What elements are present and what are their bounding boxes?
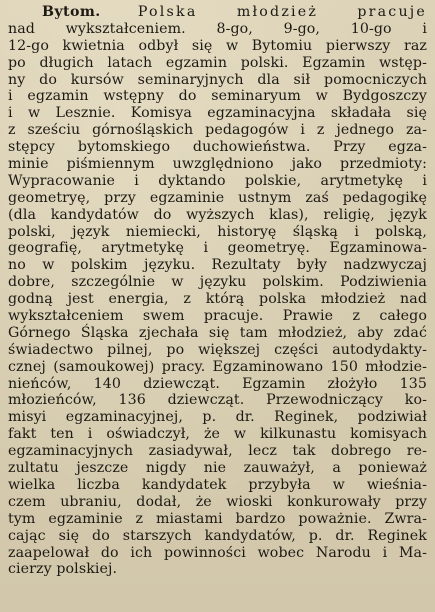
- article-line: [8, 443, 427, 460]
- article-line: [8, 190, 427, 207]
- article-line-text: tym egzaminie z miastami bardzo poważnie. Zwra-: [8, 510, 427, 527]
- article-line: [8, 291, 427, 308]
- article-line: [8, 207, 427, 224]
- article-line-text: z sześciu górnośląskich pedagogów i z jednego za-: [8, 122, 427, 139]
- article-line-text: geometryę, przy egzaminie ustnym zaś pedagogikę: [8, 189, 427, 206]
- article-line-text: egzaminacyjnych zasiadywał, lecz tak dobrego re-: [8, 443, 427, 460]
- article-line: [8, 55, 427, 72]
- article-line: [8, 224, 427, 241]
- article-line: [8, 528, 427, 545]
- article-line: [8, 376, 427, 393]
- article-line-text: świadectwo pilnej, po większej części autodydakty-: [8, 341, 427, 358]
- article-line-text: Górnego Śląska zjechała się tam młodzież, aby zdać: [8, 324, 427, 341]
- article-line: [8, 105, 427, 122]
- article-line: [8, 4, 427, 21]
- article-line: [8, 38, 427, 55]
- article-line: [8, 21, 427, 38]
- article-line-text: fakt ten i oświadczył, że w kilkunastu komisyach: [8, 426, 427, 443]
- article-line: [8, 409, 427, 426]
- article-line-text: dobre, szczególnie w języku polskim. Podziwienia: [8, 274, 427, 291]
- article-line: [8, 156, 427, 173]
- article-line: [8, 173, 427, 190]
- article-line-text: 12-go kwietnia odbył się w Bytomiu pierwszy raz: [8, 37, 427, 54]
- dateline: Bytom.: [42, 4, 101, 20]
- article-line-text: wielka liczba kandydatek przybyła w wieśnia-: [8, 476, 427, 493]
- article-line-text: Wypracowanie i dyktando polskie, arytmetykę i: [8, 172, 427, 189]
- article-line: [8, 325, 427, 342]
- article-line: [8, 139, 427, 156]
- article-line-text: zultatu jeszcze nigdy nie zauważył, a ponieważ: [8, 460, 427, 477]
- article-line-text: godną jest energia, z którą polska młodzież nad: [8, 291, 427, 308]
- article-line-text: (dla kandydatów do wyższych klas), religię, język: [8, 206, 427, 223]
- article-line: [8, 477, 427, 494]
- headline-text: Polska młodzież pracuje: [137, 4, 427, 20]
- article-line: [8, 494, 427, 511]
- article-line: [8, 342, 427, 359]
- article-line-text: nad wykształceniem. 8-go, 9-go, 10-go i: [8, 20, 427, 37]
- article-line: [8, 426, 427, 443]
- article-line-text: stępcy bytomskiego duchowieństwa. Przy egza-: [8, 139, 427, 156]
- article-line: [8, 460, 427, 477]
- news-article: [8, 4, 427, 578]
- article-line-text: zaapelował do ich powinności wobec Narodu i Ma-: [8, 544, 427, 561]
- article-line: [8, 88, 427, 105]
- article-line: [8, 561, 427, 578]
- article-line: [8, 257, 427, 274]
- article-line-text: polski, język niemiecki, historyę śląską i polską,: [8, 223, 427, 240]
- article-line: [8, 122, 427, 139]
- article-line: [8, 392, 427, 409]
- article-line: [8, 511, 427, 528]
- article-line-text: cierzy polskiej.: [8, 561, 118, 578]
- article-line-text: młozieńców, 136 dziewcząt. Przewodniczący ko-: [8, 392, 427, 409]
- article-line: [8, 240, 427, 257]
- article-line-text: nieńców, 140 dziewcząt. Egzamin złożyło 135: [8, 375, 427, 392]
- article-line-text: cając się do starszych kandydatów, p. dr. Reginek: [8, 527, 427, 544]
- article-line-text: po długich latach egzamin polski. Egzamin wstęp-: [8, 54, 427, 71]
- article-line-text: cznej (samoukowej) pracy. Egzaminowano 150 młodzie-: [8, 358, 427, 375]
- article-line: [8, 308, 427, 325]
- article-line-text: wykształceniem swem pracuje. Prawie z całego: [8, 308, 427, 325]
- article-line-text: misyi egzaminacyjnej, p. dr. Reginek, podziwiał: [8, 409, 427, 426]
- article-line: [8, 274, 427, 291]
- article-line-text: ny do kursów seminaryjnych dla sił pomocniczych: [8, 71, 427, 88]
- article-line: [8, 545, 427, 562]
- article-line: [8, 72, 427, 89]
- article-line-text: i egzamin wstępny do seminaryum w Bydgoszczy: [8, 88, 427, 105]
- article-line-text: geografię, arytmetykę i geometryę. Egzaminowa-: [8, 240, 427, 257]
- article-line: [8, 359, 427, 376]
- article-line-text: i w Lesznie. Komisya egzaminacyjna składała się: [8, 105, 427, 122]
- article-line-text: no w polskim języku. Rezultaty były nadzwyczaj: [8, 257, 427, 274]
- article-line-text: minie piśmiennym uwzględniono jako przedmioty:: [8, 156, 427, 173]
- article-line-text: czem ubraniu, dodał, że wioski konkurowały przy: [8, 493, 427, 510]
